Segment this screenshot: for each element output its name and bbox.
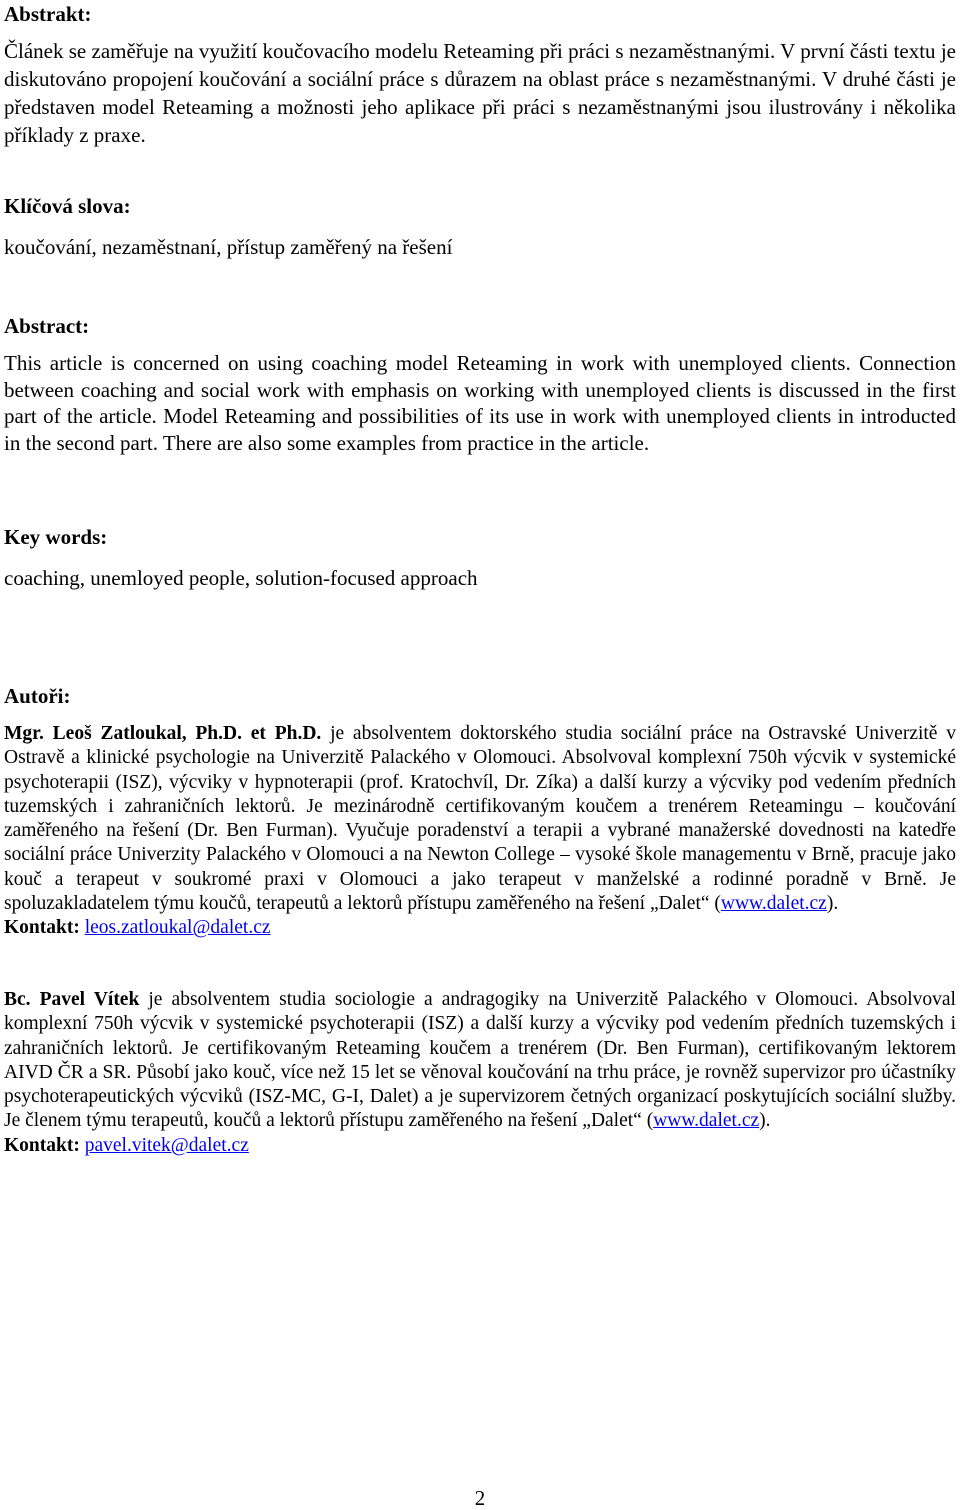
author-2-name: Bc. Pavel Vítek bbox=[4, 989, 140, 1010]
author-2-contact-label: Kontakt: bbox=[4, 1134, 80, 1156]
author-1-name: Mgr. Leoš Zatloukal, Ph.D. et Ph.D. bbox=[4, 723, 322, 744]
author-1-bio-text: je absolventem doktorského studia sociální práce na Ostravské Univerzitě v Ostravě a klinické psychologie na Univerzitě Palackého v Olomouci. Absolvoval komplexní 750h výcvik v systemické psychoterapii (ISZ), výcviky v hypnoterapii (prof. Kratochvíl, Dr. Zíka) a další kurzy a výcviky pod vedením předních tuzemských i zahraničních lektorů. Je mezinárodně certifikovaným koučem a trenérem Reteamingu – koučování zaměřeného na řešení (Dr. Ben Furman). Vyučuje poradenství a terapii a vybrané manažerské dovednosti na katedře sociální práce Univerzity Palackého v Olomouci a na Newton College – vysoké škole managementu v Brně, pracuje jako kouč a terapeut v soukromé praxi v Olomouci a jako terapeut v manželské a rodinné poradně v Brně. Je spoluzakladatelem týmu koučů, terapeutů a lektorů přístupu zaměřeného na řešení „Dalet“ ( bbox=[4, 723, 956, 915]
autori-heading: Autoři: bbox=[4, 684, 71, 708]
author-2-website-link[interactable]: www.dalet.cz bbox=[653, 1110, 760, 1132]
author-1-bio-end: ). bbox=[826, 893, 839, 915]
abstrakt-text: Článek se zaměřuje na využití koučovacího modelu Reteaming při práci s nezaměstnanými. V první části textu je diskutováno propojení koučování a sociální práce s důrazem na oblast práce s nezaměstnanými. V druhé části je představen model Reteaming a možnosti jeho aplikace při práci s nezaměstnanými jsou ilustrovány i několika příklady z praxe. bbox=[4, 39, 956, 147]
abstract-heading: Abstract: bbox=[4, 314, 90, 338]
author-1-bio bbox=[4, 722, 956, 916]
author-1-website-link[interactable]: www.dalet.cz bbox=[720, 893, 827, 915]
author-1-email-link[interactable]: leos.zatloukal@dalet.cz bbox=[84, 917, 271, 939]
abstract-text: This article is concerned on using coaching model Reteaming in work with unemployed clients. Connection between coaching and social work with emphasis on working with unemployed clients is discussed in the first part of the article. Model Reteaming and possibilities of its use in work with unemployed clients in introducted in the second part. There are also some examples from practice in the article. bbox=[4, 351, 956, 455]
klicova-slova-text: koučování, nezaměstnaní, přístup zaměřený na řešení bbox=[4, 235, 453, 259]
author-2-email-link[interactable]: pavel.vitek@dalet.cz bbox=[84, 1134, 249, 1156]
author-2-block bbox=[4, 988, 956, 1158]
author-2-bio bbox=[4, 988, 956, 1134]
abstrakt-heading: Abstrakt: bbox=[4, 2, 92, 26]
key-words-heading: Key words: bbox=[4, 525, 108, 549]
klicova-slova-heading: Klíčová slova: bbox=[4, 194, 131, 218]
page-number: 2 bbox=[474, 1486, 486, 1510]
author-1-contact-label: Kontakt: bbox=[4, 917, 80, 939]
author-2-contact bbox=[4, 1134, 956, 1158]
author-2-bio-end: ). bbox=[759, 1110, 771, 1132]
author-1-contact bbox=[4, 916, 956, 940]
author-1-block bbox=[4, 722, 956, 941]
key-words-text: coaching, unemloyed people, solution-focused approach bbox=[4, 566, 478, 590]
author-2-bio-text: je absolventem studia sociologie a andragogiky na Univerzitě Palackého v Olomouci. Absolvoval komplexní 750h výcvik v systemické psychoterapii (ISZ) a další kurzy a výcviky pod vedením předních tuzemských i zahraničních lektorů. Je certifikovaným Reteaming koučem a trenérem (Dr. Ben Furman), certifikovaným lektorem AIVD ČR a SR. Působí jako kouč, více než 15 let se věnoval koučování na trhu práce, je rovněž supervizor pro účastníky psychoterapeutických výcviků (ISZ-MC, G-I, Dalet) a je supervizorem četných organizací poskytujících sociální služby. Je členem týmu terapeutů, koučů a lektorů přístupu zaměřeného na řešení „Dalet“ ( bbox=[4, 989, 956, 1132]
